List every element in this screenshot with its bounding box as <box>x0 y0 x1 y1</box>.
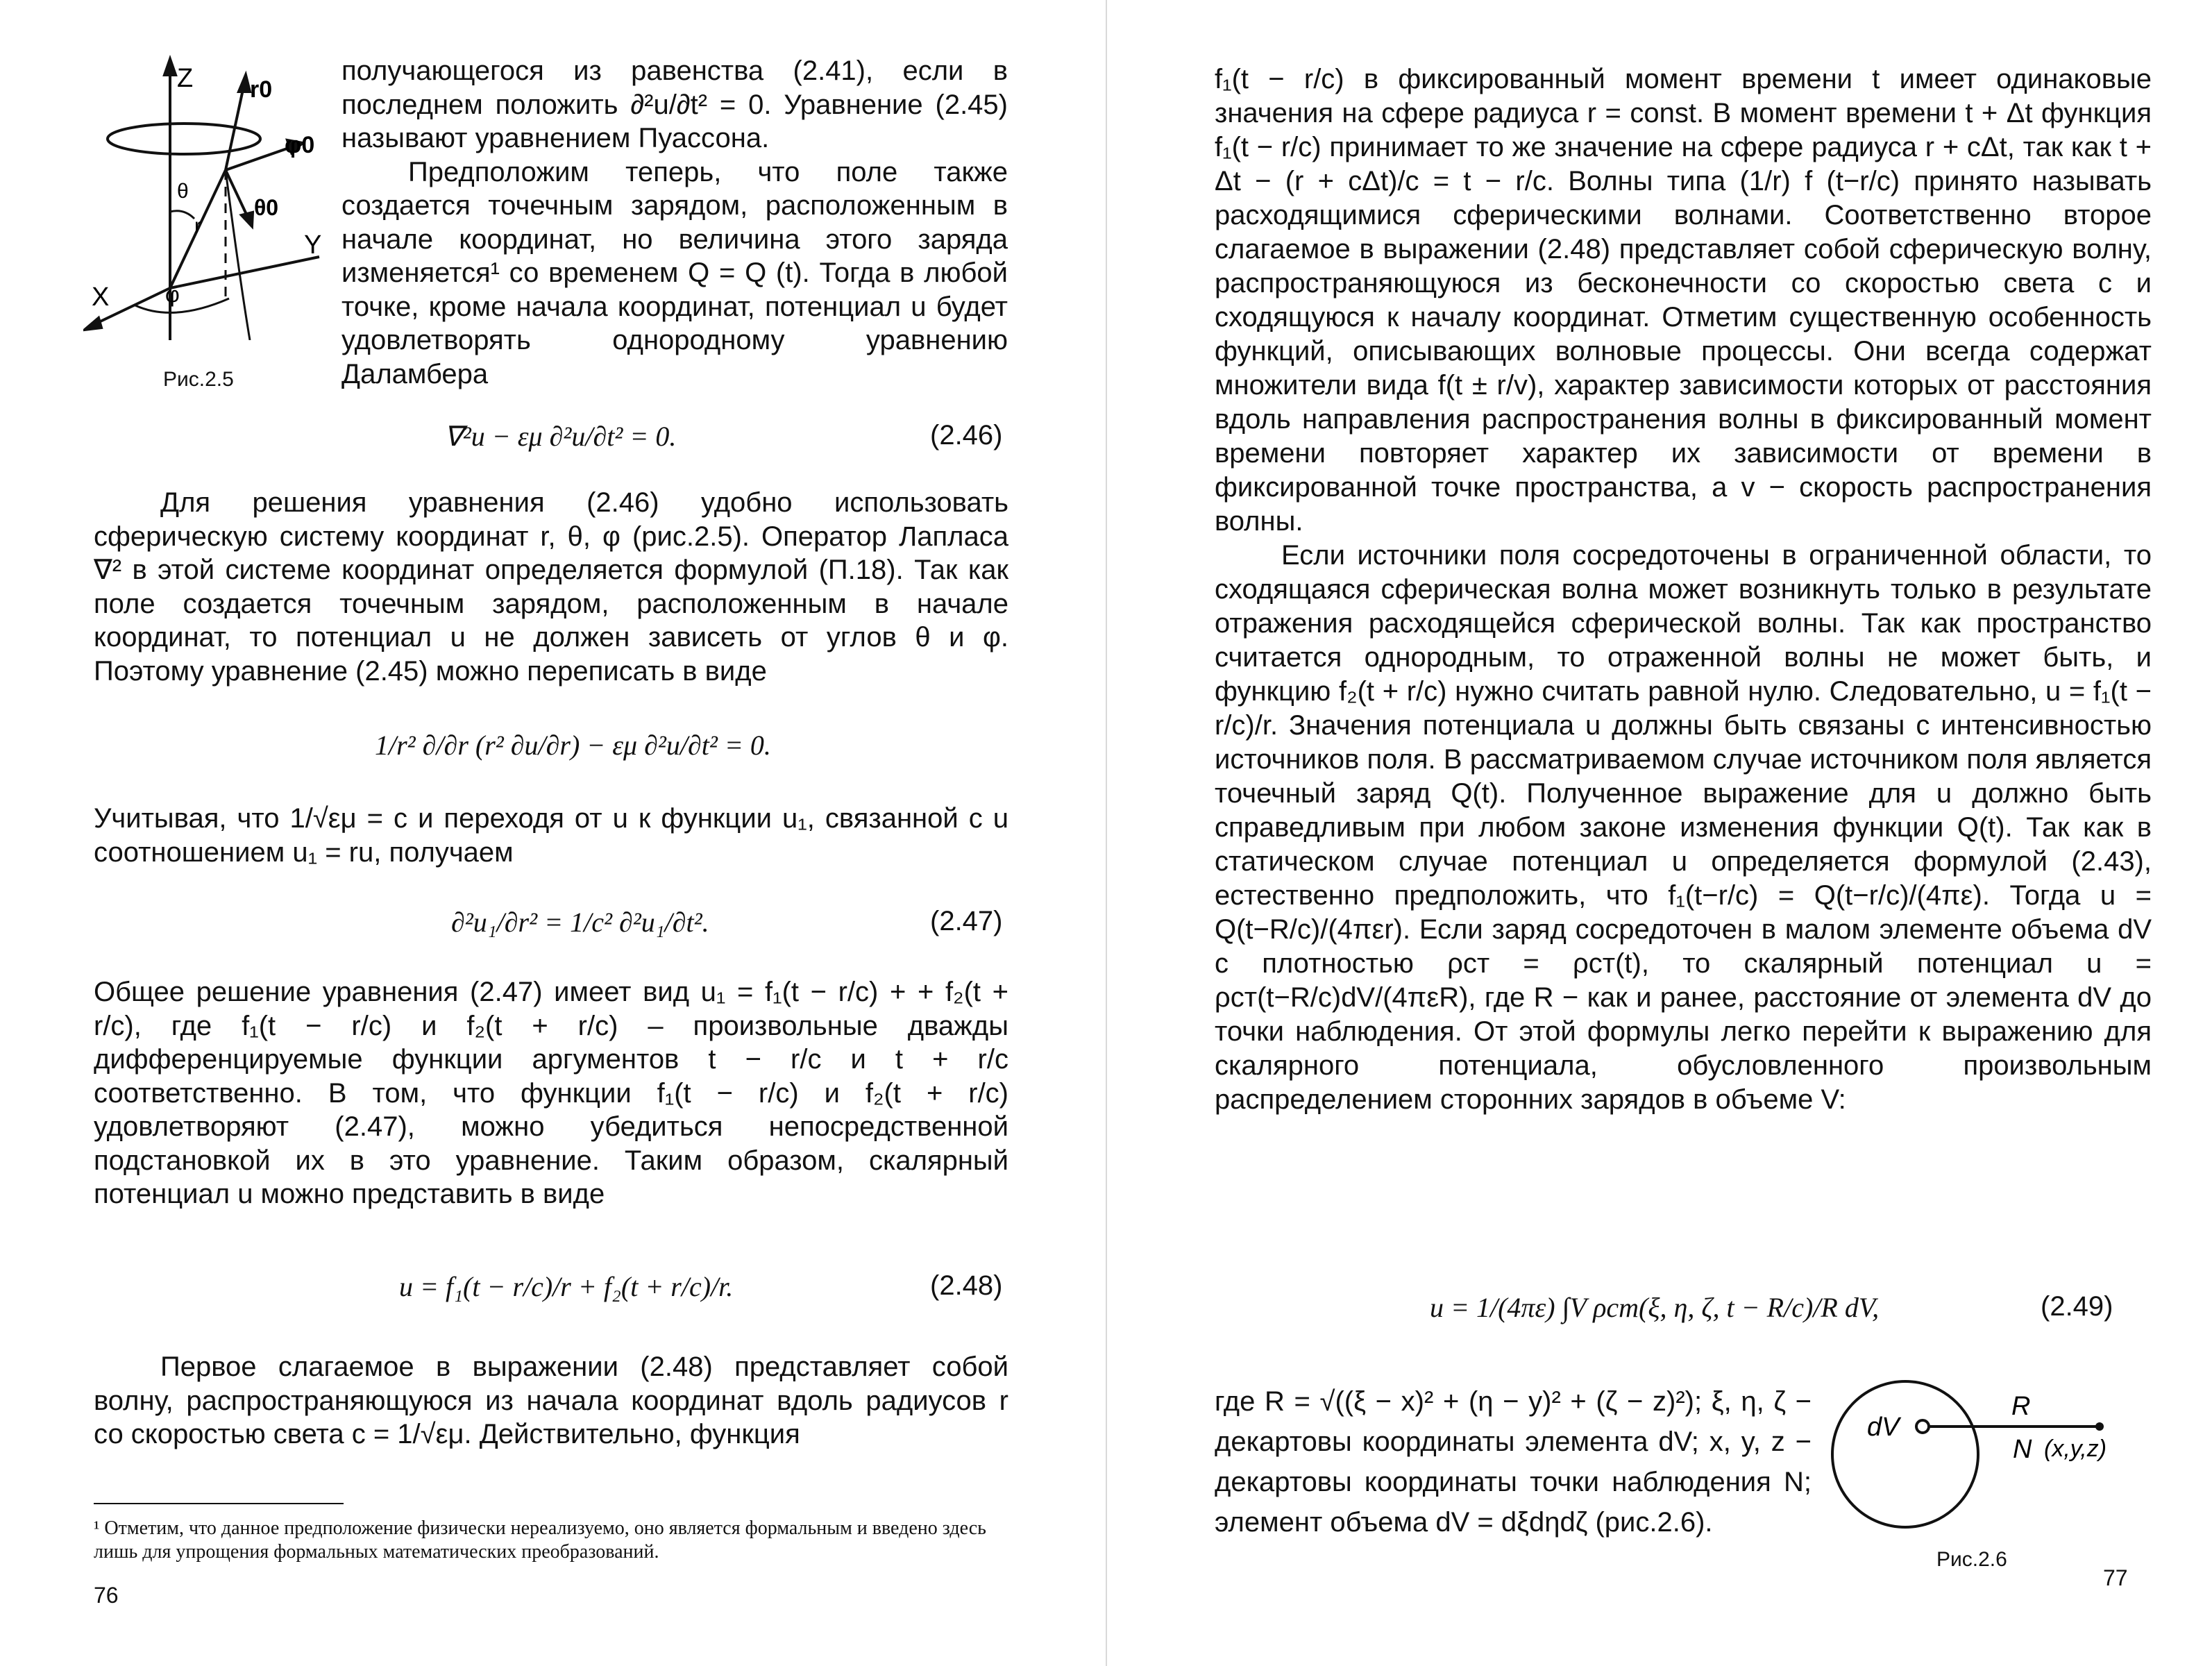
equation-2-48-number: (2.48) <box>930 1270 1003 1301</box>
fig-label-y: Y <box>304 230 322 260</box>
page-number-right: 77 <box>2103 1565 2128 1590</box>
page-number-left: 76 <box>94 1583 119 1608</box>
equation-2-46: ∇²u − εμ ∂²u/∂t² = 0. <box>444 421 677 452</box>
left-page <box>0 0 1104 1666</box>
figure-2-5-caption: Рис.2.5 <box>163 368 234 391</box>
fig-label-x: X <box>92 283 110 312</box>
paragraph-4: Учитывая, что 1/√εμ = c и переходя от u к функции u₁, связанной с u соотношением u₁ = ru, получаем <box>94 803 1008 868</box>
figure-2-6-caption: Рис.2.6 <box>1936 1548 2007 1571</box>
paragraph-spherical <box>94 486 1008 688</box>
equation-2-47-number: (2.47) <box>930 906 1003 936</box>
equation-2-49: u = 1/(4πε) ∫V ρст(ξ, η, ζ, t − R/c)/R dV, <box>1430 1292 1880 1323</box>
equation-2-49-number: (2.49) <box>2041 1291 2113 1322</box>
fig-label-theta0: θ0 <box>254 195 279 220</box>
paragraph-poisson <box>341 54 1008 391</box>
figure-2-6 <box>1825 1374 2159 1555</box>
right-text-block <box>1215 62 2152 1117</box>
paragraph-3: Для решения уравнения (2.46) удобно использовать сферическую систему координат r, θ, φ (рис.2.5). Оператор Лапласа ∇² в этой системе координат определяется формулой (П.18). Так как поле создается точечным зарядом, расположенным в начале координат, то потенциал u не должен зависеть от углов θ и φ. Поэтому уравнение (2.45) можно переписать в виде <box>94 487 1008 687</box>
fig2-6-label-r: R <box>2011 1392 2031 1421</box>
fig-label-z: Z <box>177 64 194 93</box>
paragraph-5: Общее решение уравнения (2.47) имеет вид u₁ = f₁(t − r/c) + + f₂(t + r/c), где f₁(t − r/c) и f₂(t + r/c) – произвольные дважды дифференцируемые функции аргументов t − r/c и t + r/c соответственно. В том, что функции f₁(t − r/c) и f₂(t + r/c) удовлетворяют (2.47), можно убедиться непосредственной подстановкой их в это уравнение. Таким образом, скалярный потенциал u можно представить в виде <box>94 977 1008 1209</box>
right-page <box>1104 0 2212 1666</box>
fig2-6-label-dv: dV <box>1867 1413 1900 1442</box>
paragraph-r2: Если источники поля сосредоточены в ограниченной области, то сходящаяся сферическая волна может возникнуть только в результате отражения расходящейся сферической волны. Так как пространство считается однородным, то отраженной волны не может быть, и функцию f₂(t + r/c) нужно считать равной нулю. Следовательно, u = f₁(t − r/c)/r. Значения потенциала u должны быть связаны с интенсивностью источников поля. В рассматриваемом случае источником поля является точечный заряд Q(t). Полученное выражение для u должно быть справедливым при любом законе изменения функции Q(t). Так как в статическом случае потенциал u определяется формулой (2.43), естественно предположить, что f₁(t−r/c) = Q(t−r/c)/(4πε). Тогда u = Q(t−R/c)/(4πεr). Если заряд сосредоточен в малом элементе объема dV с плотностью ρст = ρст(t), то скалярный потенциал u = ρст(t−R/c)dV/(4πεR), где R − как и ранее, расстояние от элемента dV до точки наблюдения. От этой формулы легко перейти к выражению для скалярного потенциала, обусловленного произвольным распределением сторонних зарядов в объеме V: <box>1215 540 2152 1115</box>
equation-2-48: u = f₁(t − r/c)/r + f₂(t + r/c)/r. <box>399 1271 734 1302</box>
fig-label-r: r <box>194 214 201 237</box>
equation-spherical: 1/r² ∂/∂r (r² ∂u/∂r) − εμ ∂²u/∂t² = 0. <box>375 730 771 761</box>
fig-label-phi: φ <box>165 282 180 307</box>
equation-2-47: ∂²u₁/∂r² = 1/c² ∂²u₁/∂t². <box>451 907 709 938</box>
paragraph-r1: f₁(t − r/c) в фиксированный момент времени t имеет одинаковые значения на сфере радиуса r = const. В момент времени t + Δt функция f₁(t − r/c) принимает то же значение на сфере радиуса r + cΔt, так как t + Δt − (r + cΔt)/c = t − r/c. Волны типа (1/r) f (t−r/c) принято называть расходящимися сферическими волнами. Соответственно второе слагаемое в выражении (2.48) представляет собой сферическую волну, распространяющуюся из бесконечности со скоростью света c и сходящуюся к началу координат. Отметим существенную особенность функций, описывающих волновые процессы. Они всегда содержат множители вида f(t ± r/v), характер зависимости которых от расстояния вдоль направления распространения волны в фиксированный момент времени повторяет характер их зависимости от времени в фиксированной точке пространства, а v − скорость распространения волны. <box>1215 64 2152 537</box>
equation-2-46-number: (2.46) <box>930 420 1003 451</box>
fig2-6-label-xyz: (x,y,z) <box>2044 1436 2107 1462</box>
figure-2-5 <box>83 49 333 340</box>
fig2-6-label-n: N <box>2013 1435 2032 1464</box>
paragraph-1: получающегося из равенства (2.41), если в последнем положить ∂²u/∂t² = 0. Уравнение (2.45) называют уравнением Пуассона. <box>341 56 1008 153</box>
paragraph-general-solution <box>94 975 1008 1211</box>
fig-label-r0: r0 <box>250 76 273 103</box>
footnote: ¹ Отметим, что данное предположение физически нереализуемо, оно является формальным и введено здесь лишь для упрощения формальных математических преобразований. <box>94 1517 986 1563</box>
footnote-rule <box>94 1503 344 1504</box>
paragraph-first-term <box>94 1350 1008 1452</box>
paragraph-substitution <box>94 802 1008 869</box>
fig-label-theta: θ <box>177 180 189 203</box>
paragraph-6: Первое слагаемое в выражении (2.48) представляет собой волну, распространяющуюся из начала координат вдоль радиусов r со скоростью света c = 1/√εμ. Действительно, функция <box>94 1352 1008 1449</box>
paragraph-2: Предположим теперь, что поле также создается точечным зарядом, расположенным в начале координат, но величина этого заряда изменяется¹ со временем Q = Q (t). Тогда в любой точке, кроме начала координат, потенциал u будет удовлетворять однородному уравнению Даламбера <box>341 156 1008 389</box>
fig-label-phi0: φ0 <box>285 132 315 158</box>
paragraph-r3: где R = √((ξ − x)² + (η − y)² + (ζ − z)²); ξ, η, ζ − декартовы координаты элемента dV; x, y, z − декартовы координаты точки наблюдения N; элемент объема dV = dξdηdζ (рис.2.6). <box>1215 1386 1812 1538</box>
paragraph-r-definitions <box>1215 1381 1812 1542</box>
